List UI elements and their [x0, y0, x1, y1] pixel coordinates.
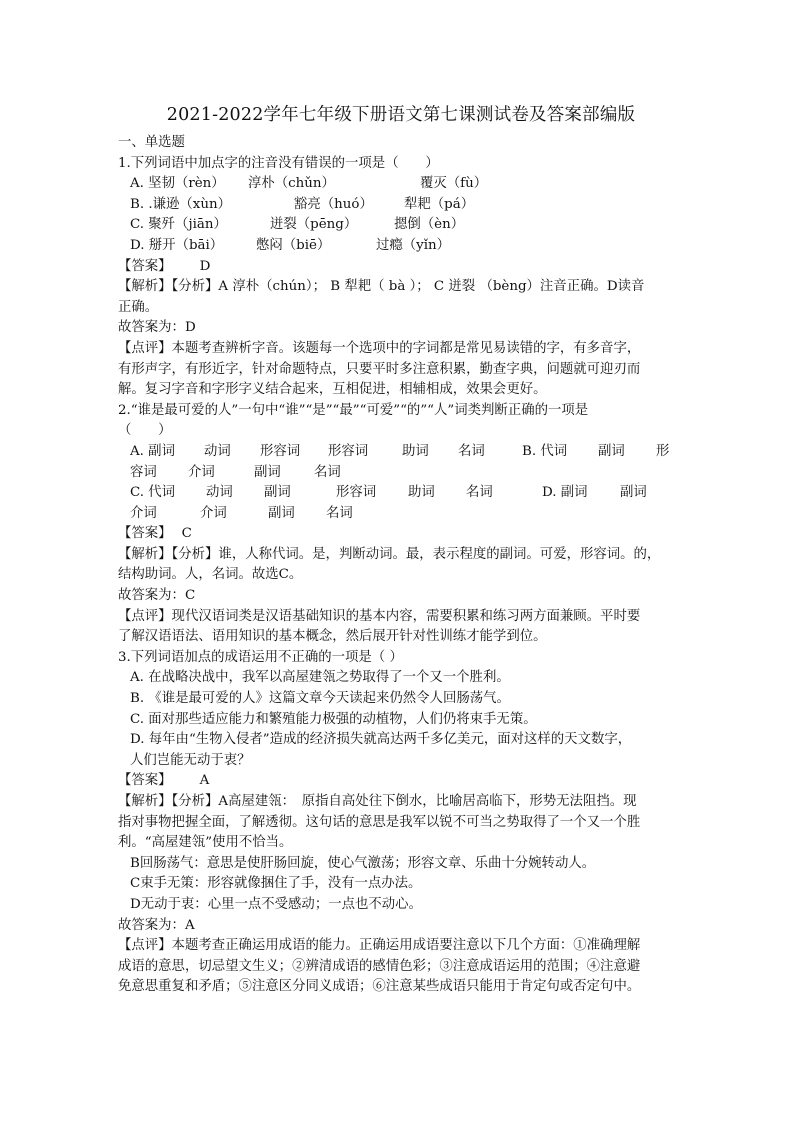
q3-analysis-line: 【解析】【分析】A高屋建瓴： 原指自高处往下倒水，比喻居高临下，形势无法阻挡。现: [118, 794, 637, 809]
q2-word: 动词: [206, 485, 233, 501]
q3-option-b: B. 《谁是最可爱的人》这篇文章今天读起来仍然令人回肠荡气。: [130, 691, 510, 707]
q2-comment-line: 【点评】现代汉语词类是汉语基础知识的基本内容，需要积累和练习两方面兼顾。平时要: [118, 608, 641, 624]
q1-comment-line: 解。复习字音和字形字义结合起来，互相促进，相辅相成，效果会更好。: [118, 382, 547, 398]
q1-answer: [118, 257, 684, 278]
q2-word: 介词: [188, 464, 215, 480]
q1-option-row: [118, 215, 684, 236]
q2-answer: [118, 524, 684, 545]
q2-word: 介词: [130, 505, 157, 521]
answer-value: C: [181, 526, 192, 542]
answer-value: A: [199, 773, 210, 789]
q2-analysis-line: 结构助词。人，名词。故选C。: [118, 567, 303, 583]
q2-word: B. 代词: [522, 443, 568, 459]
q2-analysis-line: 【解析】【分析】谁，人称代词。是，判断动词。最，表示程度的副词。可爱，形容词。的，: [118, 546, 661, 562]
q2-word: 副词: [264, 485, 291, 501]
q2-word: 动词: [204, 443, 231, 459]
q1-option-b-1: B. .谦逊（xùn）: [130, 196, 231, 212]
q1-option-b-3: 犁耙（pá）: [404, 196, 475, 212]
q1-option-d-1: D. 掰开（bāi）: [130, 237, 224, 253]
q1-option-a-2: 淳朴（chǔn）: [248, 176, 335, 192]
q2-option-line: [118, 504, 684, 525]
q2-word: 形: [656, 443, 670, 459]
q3-conclusion: 故答案为：A: [118, 917, 195, 933]
q1-option-c-1: C. 聚歼（jiān）: [130, 217, 227, 233]
q1-option-c-2: 迸裂（pēng）: [270, 217, 358, 233]
document-page: [118, 104, 684, 998]
q3-analysis-line: 指对事物把握全面，了解透彻。这句话的意思是我军以锐不可当之势取得了一个又一个胜: [118, 814, 641, 830]
q2-word: 容词: [130, 464, 157, 480]
q3-comment-line: 【点评】本题考查正确运用成语的能力。正确运用成语要注意以下几个方面：①准确理解: [118, 938, 641, 954]
q3-comment-line: 免意思重复和矛盾；⑤注意区分同义成语；⑥注意某些成语只能用于肯定句或否定句中。: [118, 979, 641, 995]
q2-word: 副词: [598, 443, 625, 459]
answer-value: D: [199, 258, 211, 274]
q2-word: 名词: [326, 505, 353, 521]
q3-answer: [118, 771, 684, 792]
question-3: [118, 648, 684, 998]
q2-word: 形容词: [336, 485, 377, 501]
answer-label: 【答案】: [118, 258, 172, 274]
q3-option-d: D. 每年由“生物入侵者”造成的经济损失就高达两千多亿美元，面对这样的天文数字，: [130, 732, 632, 748]
q2-option-line: [118, 463, 684, 484]
q1-option-row: [118, 174, 684, 195]
q2-conclusion: 故答案为：C: [118, 588, 196, 604]
q1-option-row: [118, 236, 684, 257]
q1-option-row: [118, 195, 684, 216]
q2-word: 名词: [466, 485, 493, 501]
q2-word: 副词: [620, 485, 647, 501]
section-heading: 一、单选题: [118, 135, 185, 150]
q3-option-c: C. 面对那些适应能力和繁殖能力极强的动植物，人们仍将束手无策。: [130, 711, 537, 727]
q2-word: A. 副词: [130, 443, 175, 459]
q1-conclusion: 故答案为：D: [118, 320, 196, 336]
q2-word: 名词: [314, 464, 341, 480]
q1-option-d-3: 过瘾（yǐn）: [376, 237, 451, 253]
q3-comment-line: 成语的意思，切忌望文生义；②辨清成语的感情色彩；③注意成语运用的范围；④注意避: [118, 958, 641, 974]
q2-option-line: [118, 442, 684, 463]
q2-word: 副词: [254, 464, 281, 480]
q1-option-b-2: 豁亮（huó）: [294, 196, 373, 212]
q2-word: D. 副词: [542, 485, 588, 501]
q2-option-line: [118, 483, 684, 504]
q1-option-c-3: 摁倒（èn）: [394, 217, 465, 233]
q3-option-a: A. 在战略决战中，我军以高屋建瓴之势取得了一个又一个胜利。: [130, 670, 510, 686]
q3-note: B回肠荡气：意思是使肝肠回旋，使心气激荡；形容文章、乐曲十分婉转动人。: [130, 855, 596, 871]
q1-stem: 1.下列词语中加点字的注音没有错误的一项是（ ）: [118, 155, 439, 171]
q1-comment-line: 有形声字，有形近字，针对命题特点，只要平时多注意积累，勤查字典，问题就可迎刃而: [118, 361, 641, 377]
q2-word: C. 代词: [130, 485, 176, 501]
q2-word: 介词: [200, 505, 227, 521]
q2-word: 名词: [458, 443, 485, 459]
q2-word: 助词: [408, 485, 435, 501]
q1-analysis-line: 正确。: [118, 299, 159, 315]
q2-stem-line: 2.“谁是最可爱的人”一句中“谁”“是”“最”“可爱”“的”“人”词类判断正确的一项是: [118, 402, 589, 418]
q3-stem: 3.下列词语加点的成语运用不正确的一项是（ ）: [118, 649, 403, 665]
q3-note: D无动于衷：心里一点不受感动；一点也不动心。: [130, 896, 422, 912]
q1-comment-line: 【点评】本题考查辨析字音。该题每一个选项中的字词都是常见易读错的字，有多音字，: [118, 340, 641, 356]
question-2: [118, 401, 684, 648]
q3-option-d-cont: 人们岂能无动于衷？: [130, 752, 251, 768]
q2-word: 助词: [402, 443, 429, 459]
document-title: 2021-2022学年七年级下册语文第七课测试卷及答案部编版: [166, 105, 636, 125]
q1-option-a-3: 覆灭（fù）: [420, 176, 488, 192]
answer-label: 【答案】: [118, 526, 172, 542]
q2-word: 形容词: [260, 443, 301, 459]
q1-option-a-1: A. 坚韧（rèn）: [130, 176, 225, 192]
q2-word: 副词: [268, 505, 295, 521]
q3-note: C束手无策：形容就像捆住了手，没有一点办法。: [130, 876, 422, 892]
q2-stem-line: （ ）: [118, 423, 172, 439]
answer-label: 【答案】: [118, 773, 172, 789]
q1-option-d-2: 憋闷（biē）: [256, 237, 331, 253]
q2-comment-line: 了解汉语语法、语用知识的基本概念，然后展开针对性训练才能学到位。: [118, 629, 547, 645]
q1-analysis-line: 【解析】【分析】A 淳朴（chún）； B 犁耙（ bà ）； C 迸裂 （bèng）注音正确。D读音: [118, 279, 645, 295]
question-1: [118, 154, 684, 401]
q2-word: 形容词: [328, 443, 369, 459]
q3-analysis-line: 利。“高屋建瓴”使用不恰当。: [118, 835, 293, 851]
